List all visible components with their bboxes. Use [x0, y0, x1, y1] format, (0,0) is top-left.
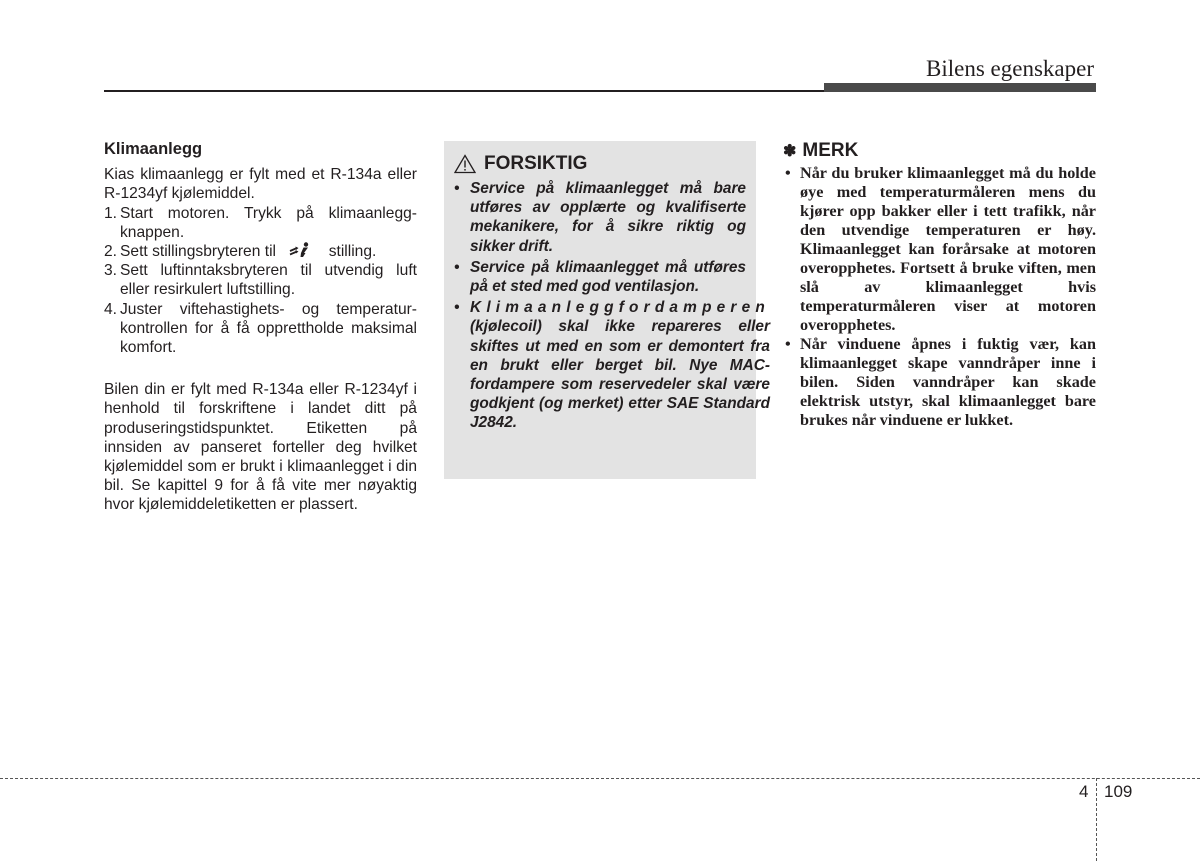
note-box	[783, 140, 1096, 430]
footer-divider	[1096, 778, 1097, 861]
bullet: •	[454, 180, 460, 197]
bullet: •	[454, 258, 460, 276]
steps-list	[104, 204, 417, 358]
note-title: MERK	[802, 140, 859, 161]
step-item	[104, 261, 417, 299]
section-heading: Klimaanlegg	[104, 140, 203, 158]
refrigerant-paragraph: Bilen din er fylt med R-134a eller R-1234yf i henhold til forskriftene i landet ditt på produseringstidspunktet. Etiketten på innsiden av panseret forteller deg hvilket kjølemiddel som er brukt i klimaanlegget i din bil. Se kapittel 9 for å få vite mer nøyaktig hvor kjølemiddeletiketten er plassert.	[104, 381, 417, 514]
warning-triangle-icon	[454, 154, 476, 174]
step-number: 4.	[104, 300, 118, 318]
caution-item	[454, 258, 746, 296]
step-number: 3.	[104, 262, 118, 280]
bullet: •	[454, 299, 460, 317]
caution-item-rest: (kjølecoil) skal ikke repareres eller skiftes ut med en som er demontert fra en brukt eller berget bil. Nye MAC-fordampere som reservedeler skal være godkjent (og merket) etter SAE Standard J2842.	[470, 318, 770, 432]
note-item-text: Når vinduene åpnes i fuktig vær, kan klimaanlegget skape vanndråper inne i bilen. Siden vanndråper kan skade elektrisk utstyr, skal klimaanlegget bare brukes når vinduene er lukket.	[800, 335, 1096, 429]
caution-header	[454, 153, 746, 175]
step-text: Sett luftinntaksbryteren til utvendig luft eller resirkulert luftstilling.	[120, 262, 417, 299]
caution-item-text	[470, 298, 770, 432]
caution-item-text: Service på klimaanlegget må bare utføres av opplærte og kvalifiserte mekanikere, for å sikre riktig og sikker drift.	[470, 180, 746, 255]
intro-paragraph: Kias klimaanlegg er fylt med et R-134a eller R-1234yf kjølemiddel.	[104, 166, 417, 203]
header-rule	[104, 90, 824, 92]
caution-item-text: Service på klimaanlegget må utføres på et sted med god ventilasjon.	[470, 258, 746, 296]
step-item	[104, 300, 417, 358]
header-rule-accent	[824, 83, 1096, 92]
asterisk-icon: ✽	[783, 143, 797, 160]
step-text: Start motoren. Trykk på klimaanlegg-knappen.	[120, 204, 417, 241]
note-list	[783, 164, 1096, 430]
footer-rule	[0, 778, 1200, 779]
step-number: 2.	[104, 243, 118, 261]
step-number: 1.	[104, 204, 118, 222]
caution-item-spaced-word: Klimaanleggfordamperen	[470, 299, 770, 317]
bullet: •	[785, 335, 791, 353]
floor-mode-icon	[288, 242, 316, 258]
caution-box	[444, 141, 770, 479]
step-item	[104, 242, 417, 261]
page-header-title: Bilens egenskaper	[926, 56, 1094, 81]
left-column	[104, 140, 417, 515]
caution-item	[454, 298, 770, 432]
note-header	[783, 140, 1096, 162]
note-item	[783, 335, 1096, 430]
note-item	[783, 164, 1096, 335]
caution-list	[454, 179, 770, 433]
step-text-before: Sett stillingsbryteren til	[120, 243, 276, 261]
step-text-after: stilling.	[328, 243, 377, 261]
bullet: •	[785, 164, 791, 182]
step-text	[120, 242, 417, 261]
step-text: Juster viftehastighets- og temperatur-kontrollen for å få opprettholde maksimal komfort.	[120, 300, 417, 357]
caution-title: FORSIKTIG	[484, 153, 588, 174]
step-item	[104, 204, 417, 242]
note-item-text: Når du bruker klimaanlegget må du holde øye med temperaturmåleren mens du kjører opp bakker eller i tett trafikk, når den utvendige temperaturen er høy. Klimaanlegget kan forårsake at motoren overopphetes. Fortsett å bruke viften, men slå av klimaanlegget hvis temperaturmåleren viser at motoren overopphetes.	[800, 164, 1096, 334]
caution-item	[454, 179, 746, 256]
chapter-number: 4	[1079, 782, 1089, 801]
page-number: 109	[1104, 782, 1133, 801]
